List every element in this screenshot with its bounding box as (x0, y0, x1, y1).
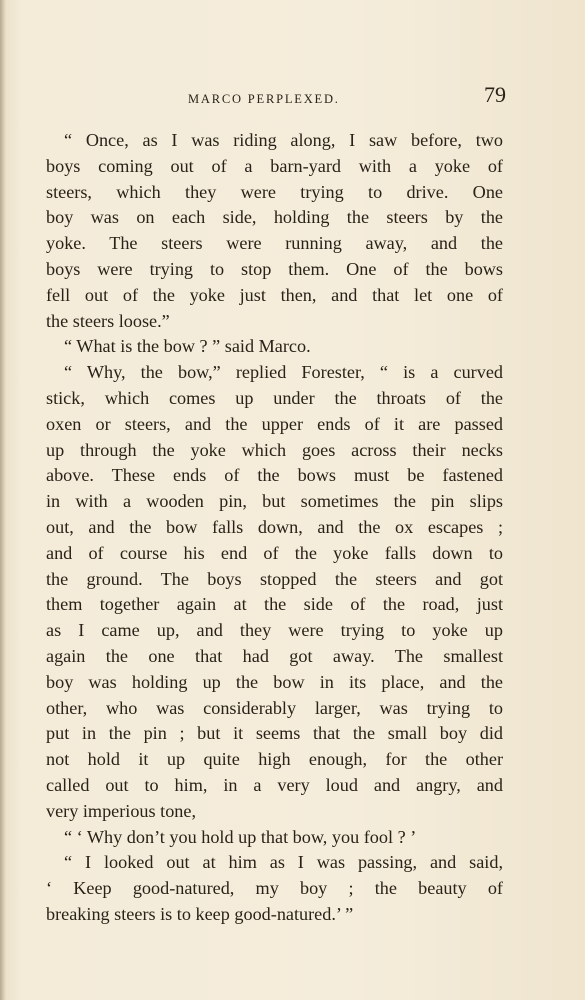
text-line: “ Once, as I was riding along, I saw before, two (64, 130, 503, 150)
text-line: and of course his end of the yoke falls down to (46, 542, 503, 563)
page-header (46, 82, 506, 112)
body-text (46, 128, 503, 928)
text-line: stick, which comes up under the throats of the (46, 387, 503, 408)
text-line: boy was on each side, holding the steers by the (46, 207, 503, 228)
page-number: 79 (484, 82, 506, 107)
text-line: in with a wooden pin, but sometimes the pin slips (46, 491, 503, 512)
text-line: up through the yoke which goes across their necks (46, 439, 503, 460)
text-line: oxen or steers, and the upper ends of it are passed (46, 413, 503, 434)
text-line: put in the pin ; but it seems that the small boy did (46, 723, 503, 744)
text-line: out, and the bow falls down, and the ox escapes ; (46, 516, 503, 537)
text-line: the steers loose.” (46, 310, 170, 331)
text-line: steers, which they were trying to drive. One (46, 181, 503, 202)
text-line: again the one that had got away. The smallest (46, 645, 503, 666)
text-line: breaking steers is to keep good-natured.’ ” (46, 903, 354, 924)
text-line: boys were trying to stop them. One of the bows (46, 258, 503, 279)
text-line: “ Why, the bow,” replied Forester, “ is a curved (64, 362, 503, 383)
text-line: boy was holding up the bow in its place, and the (46, 671, 503, 692)
text-line: fell out of the yoke just then, and that let one of (46, 284, 503, 305)
text-line: ‘ Keep good-natured, my boy ; the beauty of (46, 878, 503, 899)
text-line: “ ‘ Why don’t you hold up that bow, you fool ? ’ (64, 826, 417, 847)
text-line: above. These ends of the bows must be fastened (46, 465, 503, 486)
running-head: MARCO PERPLEXED. (188, 92, 340, 106)
text-line: yoke. The steers were running away, and the (46, 233, 503, 254)
text-line: boys coming out of a barn-yard with a yoke of (46, 155, 503, 176)
text-line: the ground. The boys stopped the steers and got (46, 568, 503, 589)
text-line: “ What is the bow ? ” said Marco. (64, 336, 311, 357)
text-line: as I came up, and they were trying to yoke up (46, 620, 503, 641)
text-line: very imperious tone, (46, 800, 197, 821)
text-line: not hold it up quite high enough, for the other (46, 749, 503, 770)
text-line: “ I looked out at him as I was passing, and said, (64, 852, 503, 873)
gutter-shadow (0, 0, 6, 1000)
text-line: other, who was considerably larger, was trying to (46, 697, 503, 718)
text-line: called out to him, in a very loud and angry, and (46, 774, 503, 795)
text-line: them together again at the side of the road, just (46, 594, 503, 615)
